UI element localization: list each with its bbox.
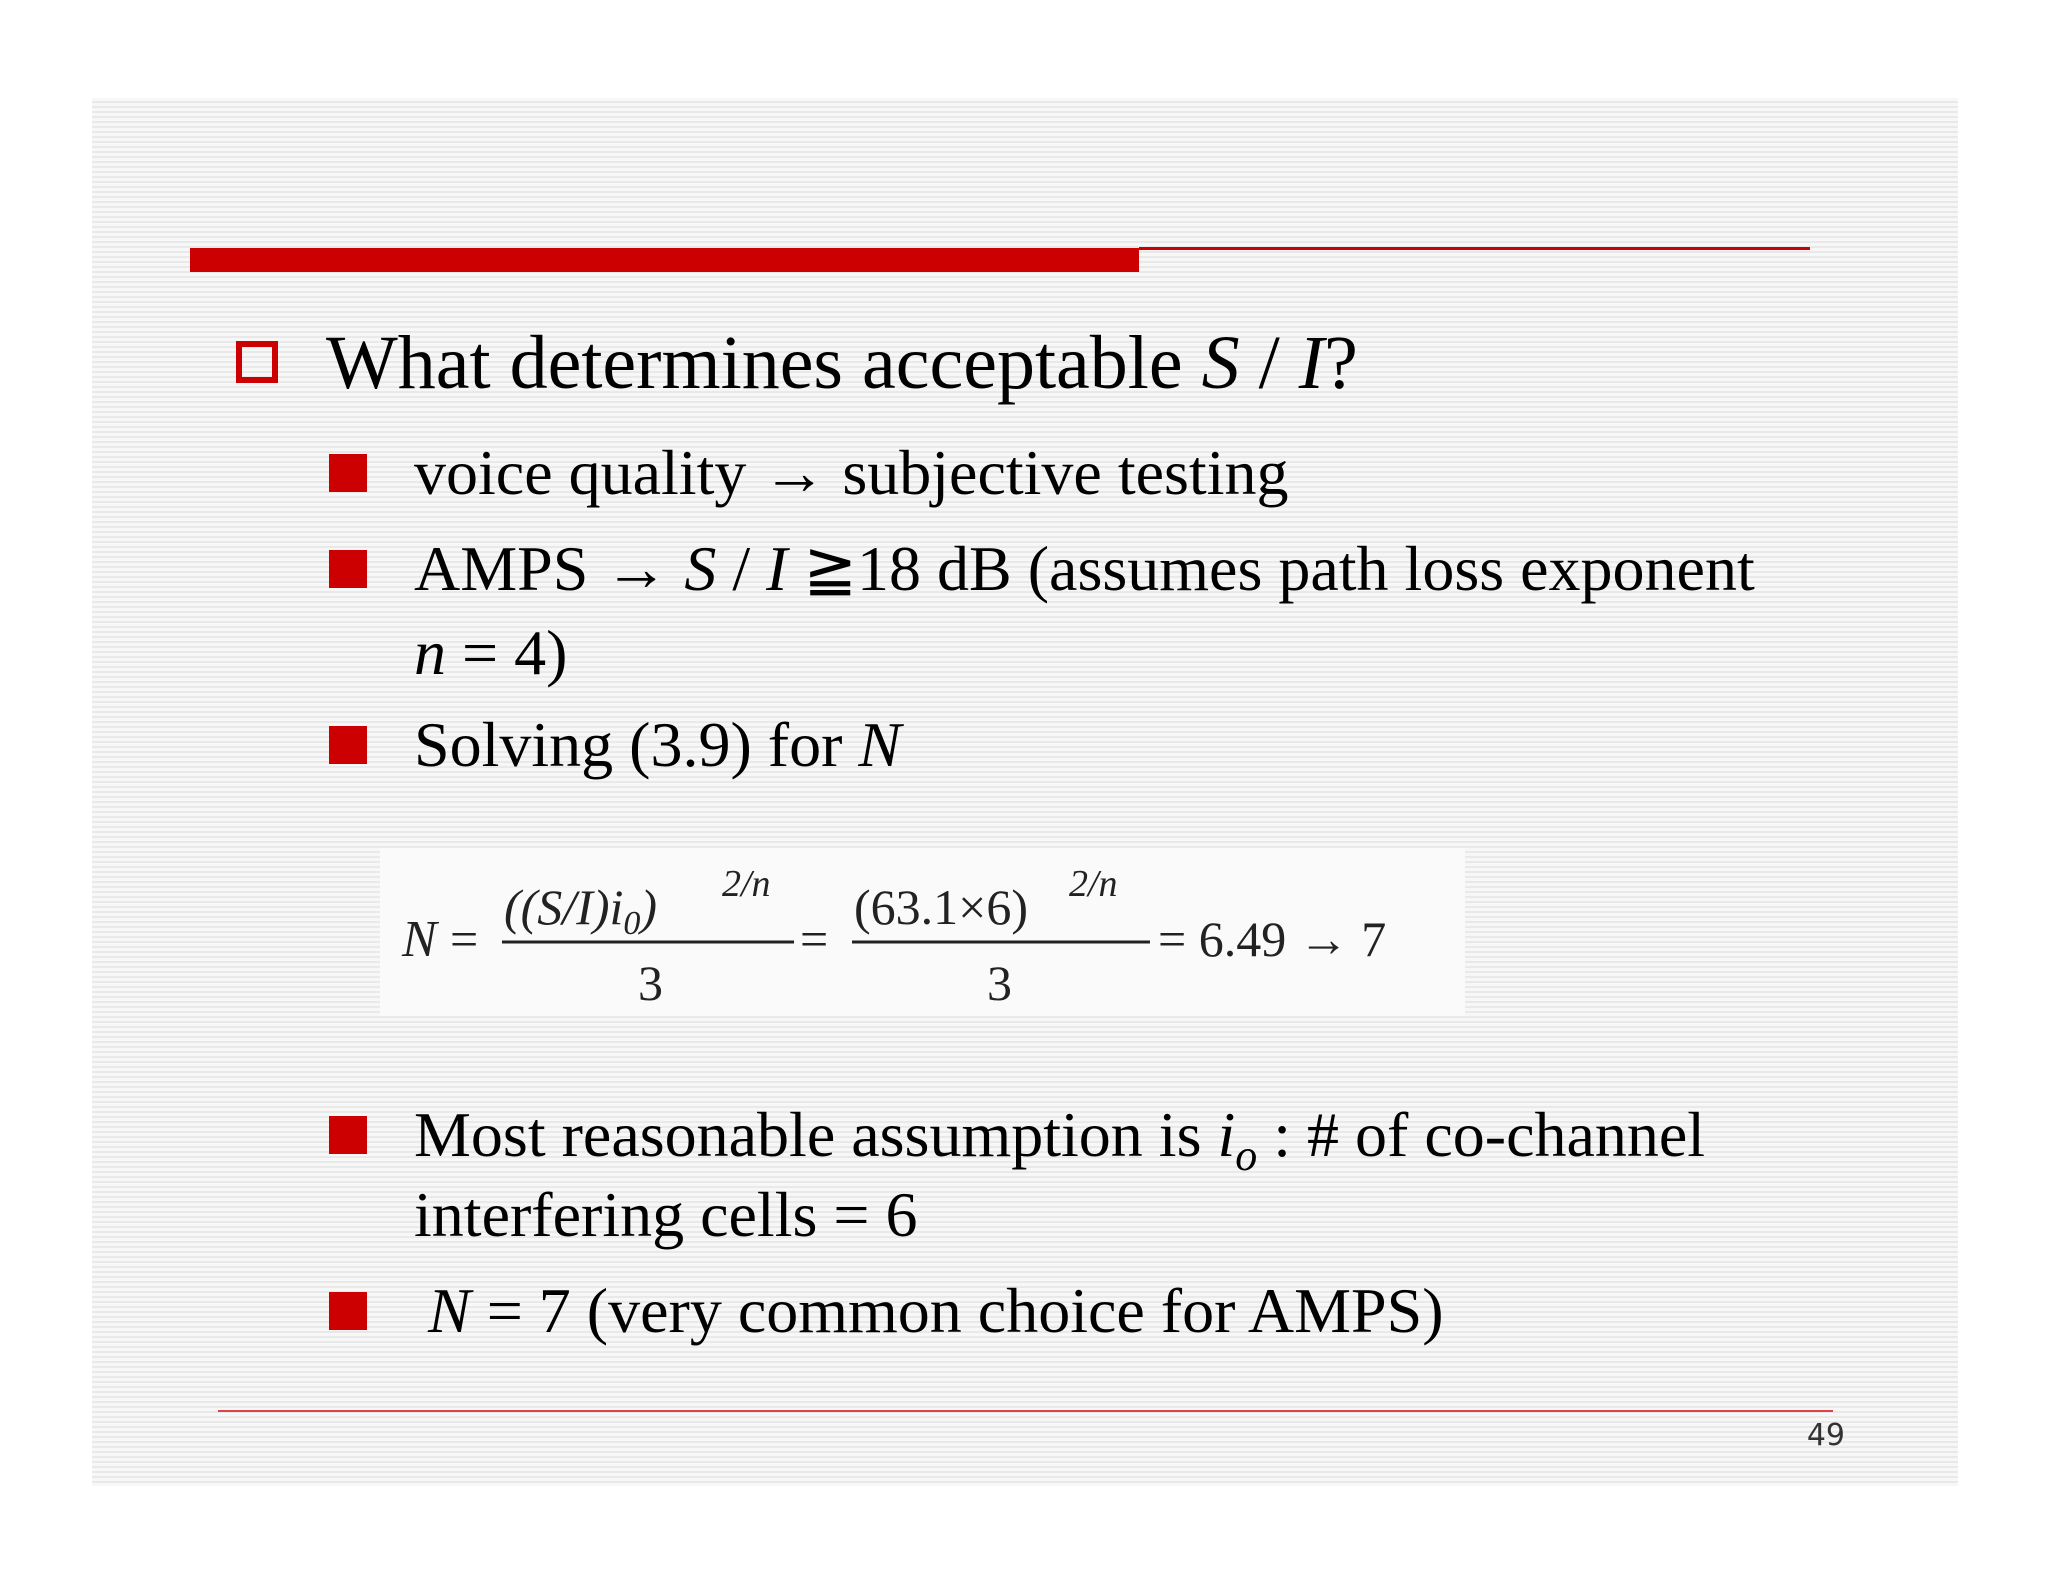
equation-denominator-1: 3 xyxy=(638,955,663,1011)
bullet-prefix: AMPS → xyxy=(414,533,669,604)
square-bullet-icon xyxy=(329,726,367,764)
bullet-var-n: N xyxy=(428,1275,471,1346)
equation-exponent-1: 2/n xyxy=(722,863,771,905)
bullet-var-n: n xyxy=(414,617,446,688)
equation-lhs: N xyxy=(402,911,437,968)
bullet-amps-si xyxy=(414,528,1755,610)
page-number: 49 xyxy=(1806,1418,1845,1453)
square-bullet-icon xyxy=(329,1116,367,1154)
title-accent-line xyxy=(1139,247,1810,250)
heading-var-s: S xyxy=(1201,321,1240,405)
equation-denominator-2: 3 xyxy=(987,955,1012,1011)
heading-text: What determines acceptable xyxy=(326,321,1183,405)
bullet-solving-for-n xyxy=(414,704,901,786)
bullet-var-n: N xyxy=(858,709,902,780)
equation-equals-2: = xyxy=(800,911,829,967)
heading-var-i: I xyxy=(1298,321,1325,405)
bullet-line2-rest: = 4) xyxy=(462,617,568,688)
heading-slash: / xyxy=(1258,321,1280,405)
bullet-amps-si-line2 xyxy=(414,612,567,694)
equation-numerator-1: $((S/I)i_0)$ xyxy=(504,879,658,942)
heading-question-mark: ? xyxy=(1324,321,1358,405)
equation-exponent-2: 2/n xyxy=(1069,863,1118,905)
bullet-line2: interfering cells = 6 xyxy=(414,1179,918,1250)
square-bullet-icon xyxy=(329,454,367,492)
bullet-assumption-io-line2 xyxy=(414,1174,917,1256)
equation-numerator-2: (63.1×6) xyxy=(854,879,1028,935)
bullet-rest: = 7 (very common choice for AMPS) xyxy=(486,1275,1444,1346)
equation-equals: = xyxy=(450,911,479,967)
square-bullet-icon xyxy=(329,550,367,588)
bullet-subscript-o: o xyxy=(1235,1131,1258,1180)
footer-divider xyxy=(218,1410,1833,1412)
bullet-rest: ≧18 dB (assumes path loss exponent xyxy=(803,533,1755,604)
hollow-square-bullet-icon xyxy=(236,341,278,383)
square-bullet-icon xyxy=(329,1292,367,1330)
bullet-var-s: S xyxy=(684,533,717,604)
bullet-slash: / xyxy=(732,533,751,604)
bullet-prefix: Solving (3.9) for xyxy=(414,709,843,780)
bullet-rest: : # of co-channel xyxy=(1273,1099,1706,1170)
bullet-text: voice quality → subjective testing xyxy=(414,437,1289,508)
bullet-var-i: I xyxy=(766,533,788,604)
bullet-var-i: i xyxy=(1217,1099,1236,1170)
equation-result: = 6.49 → 7 xyxy=(1158,911,1387,967)
bullet-prefix: Most reasonable assumption is xyxy=(414,1099,1202,1170)
bullet-voice-quality xyxy=(414,432,1288,514)
bullet-n-equals-7 xyxy=(428,1270,1444,1352)
slide-heading xyxy=(326,318,1358,408)
title-accent-bar xyxy=(190,248,1139,272)
equation-image xyxy=(380,848,1465,1016)
